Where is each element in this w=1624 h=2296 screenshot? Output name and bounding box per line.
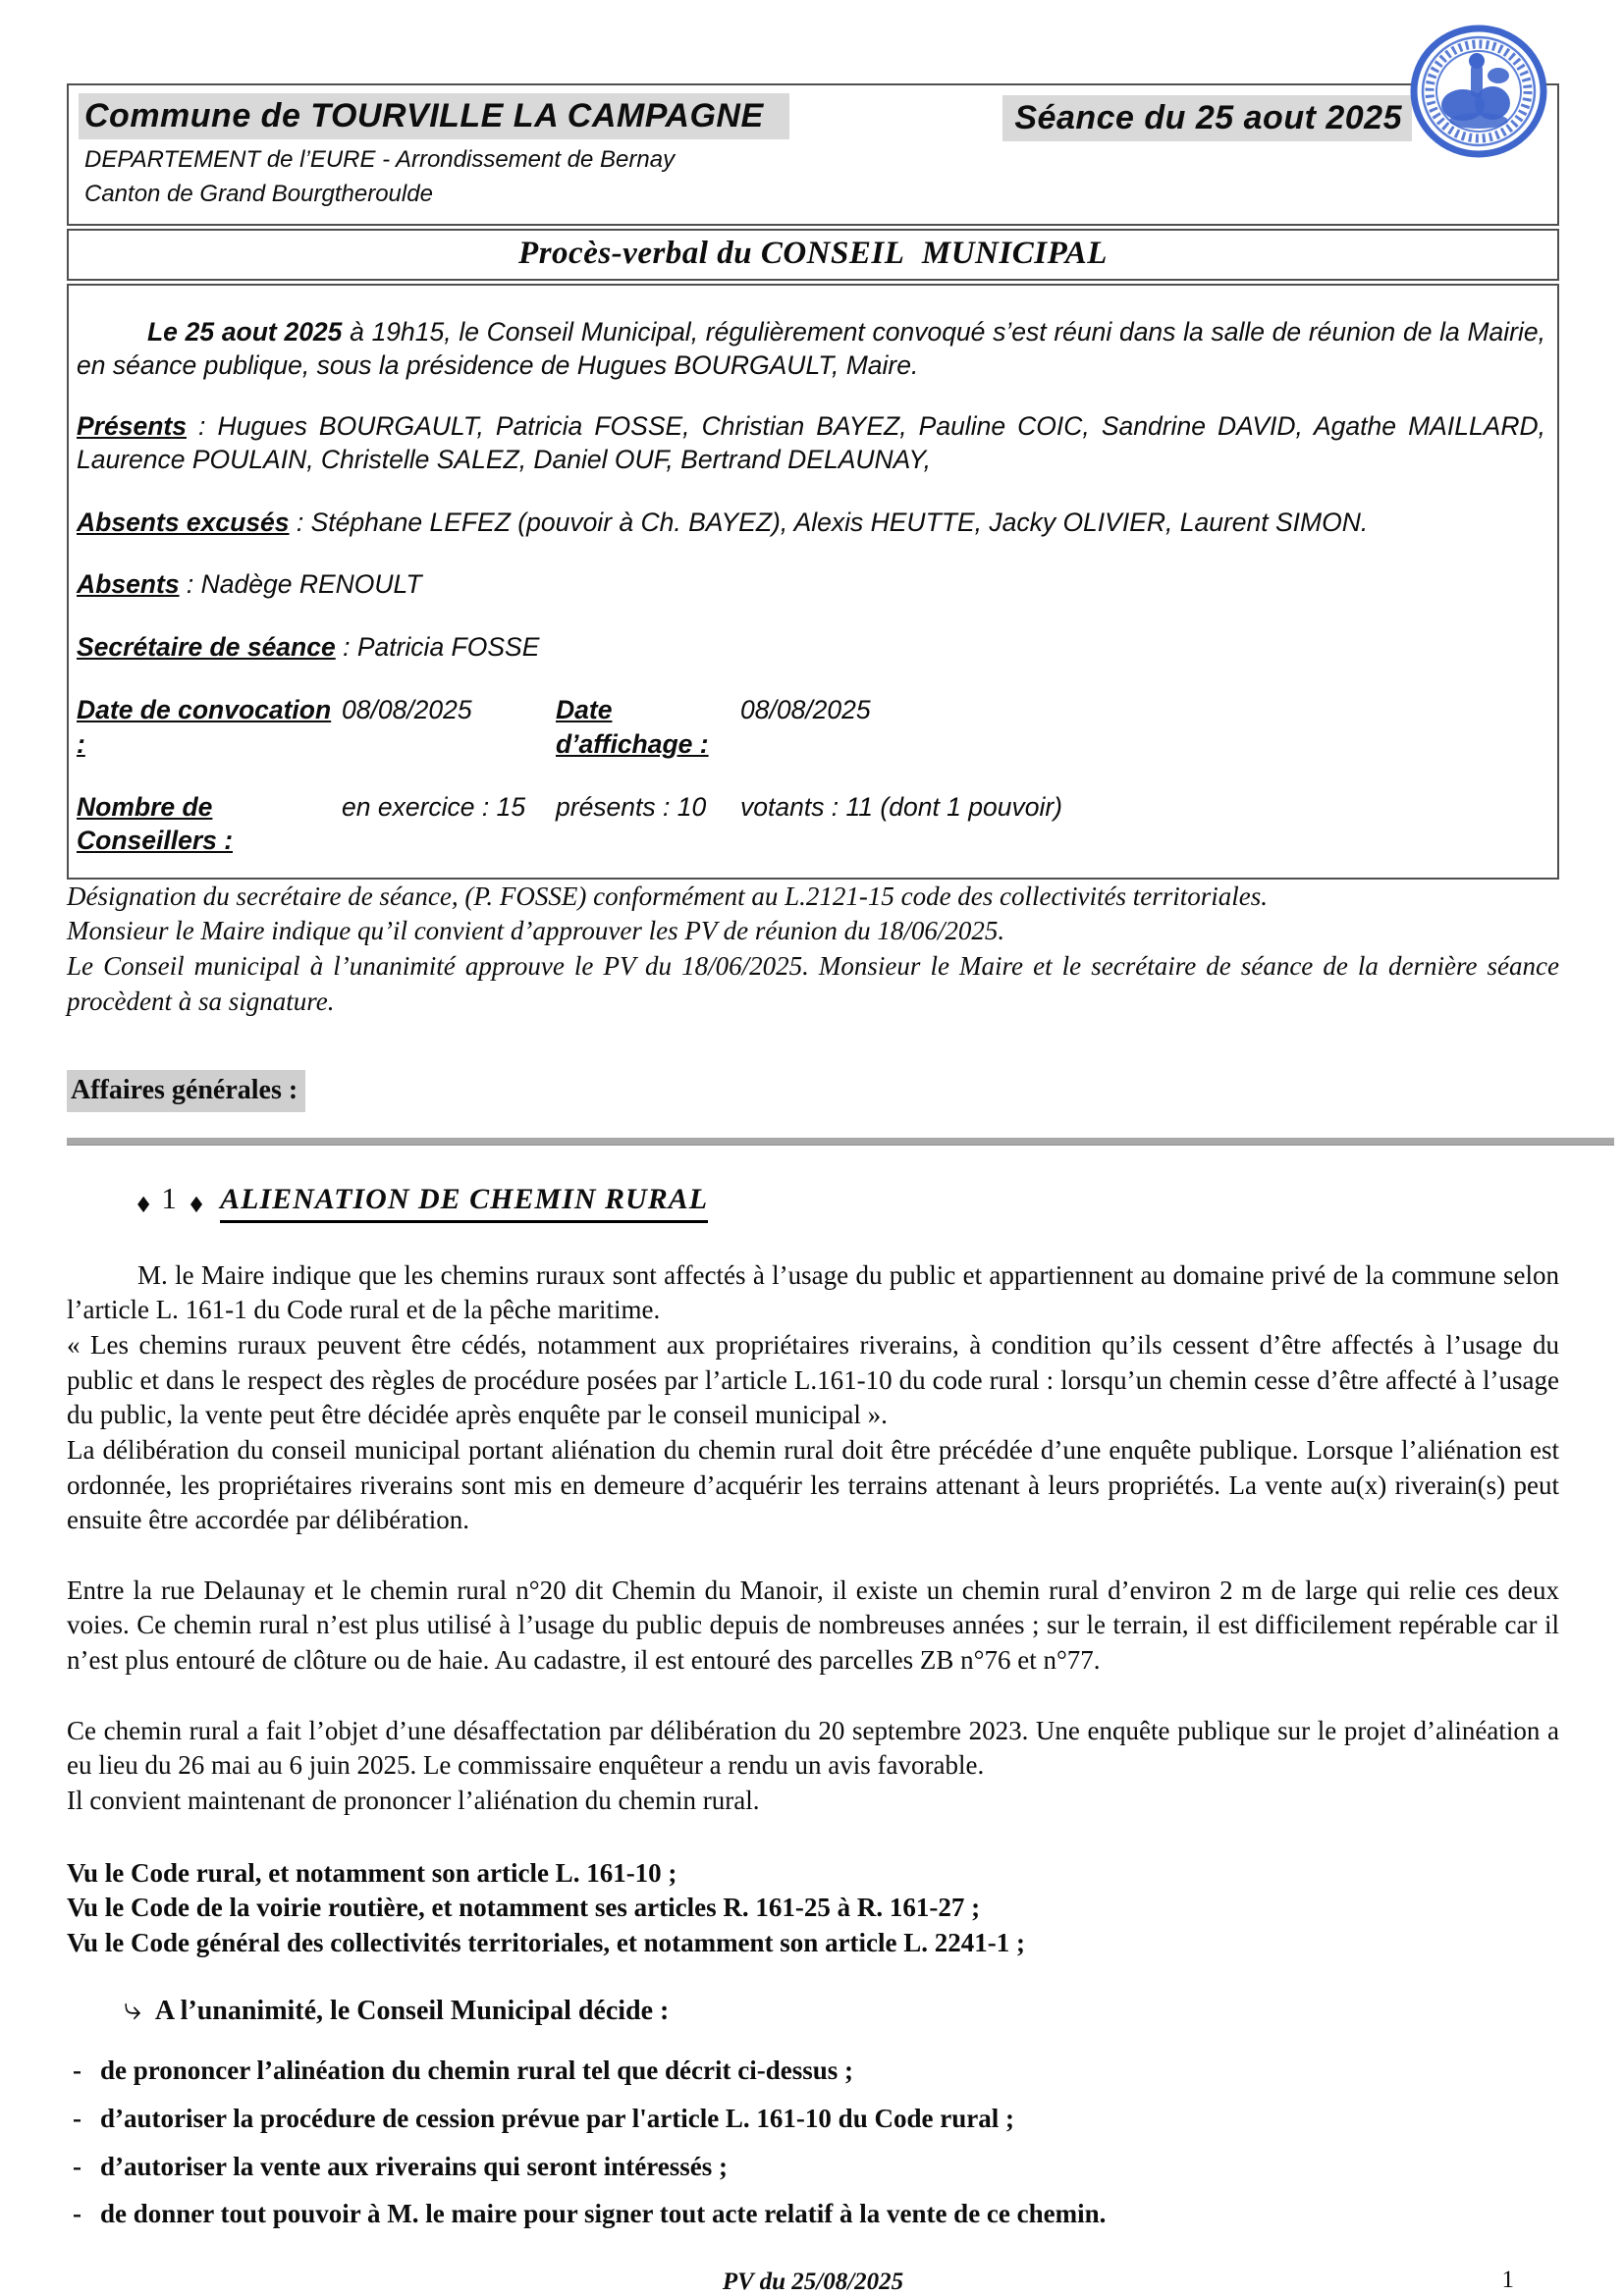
item1-paragraph-6: Il convient maintenant de prononcer l’aliénation du chemin rural.	[67, 1785, 760, 1815]
approbation-paragraph-1: Monsieur le Maire indique qu’il convient d’approuver les PV de réunion du 18/06/2025.	[67, 916, 1005, 946]
item1-paragraph-1: M. le Maire indique que les chemins ruraux sont affectés à l’usage du public et appartiennent au domaine privé de la commune selon l’article L. 161-1 du Code rural et de la pêche maritime.	[67, 1259, 1559, 1325]
presents-count-value: présents : 10	[556, 791, 707, 822]
seance-date: Séance du 25 aout 2025	[1002, 95, 1412, 141]
date-convocation-value: 08/08/2025	[342, 695, 472, 725]
diamond-bullet-icon: ◆	[189, 1193, 203, 1216]
date-convocation-label: Date de convocation :	[77, 695, 332, 759]
item1-title: ALIENATION DE CHEMIN RURAL	[220, 1180, 708, 1223]
decision-intro-line	[124, 1988, 1559, 2030]
section-heading-wrap	[67, 1070, 1559, 1112]
section-divider	[67, 1138, 1614, 1146]
item1-paragraph-4: Entre la rue Delaunay et le chemin rural n°20 dit Chemin du Manoir, il existe un chemin rural d’environ 2 m de large qui relie ces deux voies. Ce chemin rural n’est plus utilisé à l’usage du public depuis de nombreuses années ; sur le terrain, il est difficilement repérable car il n’est plus entouré de clôture ou de haie. Au cadastre, il est entouré des parcelles ZB n°76 et n°77.	[67, 1575, 1559, 1676]
meeting-date: Le 25 aout 2025	[147, 317, 343, 347]
secretaire-name: Patricia FOSSE	[356, 631, 540, 662]
absents-excuses-label: Absents excusés	[77, 507, 290, 537]
dash-bullet: -	[73, 2199, 81, 2229]
vu-line-2: Vu le Code de la voirie routière, et notamment ses articles R. 161-25 à R. 161-27 ;	[67, 1893, 981, 1923]
commune-name: Commune de TOURVILLE LA CAMPAGNE	[79, 93, 789, 139]
secretaire-line	[77, 630, 1545, 664]
date-affichage-label: Date d’affichage :	[556, 695, 709, 759]
decision-intro-text: A l’unanimité, le Conseil Municipal décide :	[154, 1996, 670, 2027]
absents-excuses-line	[77, 506, 1545, 539]
decision-text: d’autoriser la vente aux riverains qui seront intéressés ;	[100, 2151, 728, 2181]
item1-paragraph-2: « Les chemins ruraux peuvent être cédés, notamment aux propriétaires riverains, à condition qu’ils cessent d’être affectés à l’usage du public et dans le respect des règles de procédure posées par l’article L.161-10 du code rural : lorsqu’un chemin cesse d’être affecté à l’usage du public, la vente peut être décidée après enquête par le conseil municipal ».	[67, 1330, 1559, 1430]
item1-title-row	[137, 1179, 1559, 1223]
diamond-bullet-icon: ◆	[137, 1193, 150, 1216]
presents-names: Hugues BOURGAULT, Patricia FOSSE, Christian BAYEZ, Pauline COIC, Sandrine DAVID, Agathe MAILLARD, Laurence POULAIN, Christelle SALEZ, Daniel OUF, Bertrand DELAUNAY,	[77, 410, 1545, 475]
presents-label: Présents	[77, 410, 187, 441]
return-arrow-icon: ⤷	[124, 1991, 141, 2027]
votants-value: votants : 11 (dont 1 pouvoir)	[740, 791, 1063, 822]
dash-bullet: -	[73, 2056, 81, 2086]
departement-line: DEPARTEMENT de l’EURE - Arrondissement de Bernay	[84, 146, 676, 173]
vu-line-1: Vu le Code rural, et notamment son article L. 161-10 ;	[67, 1857, 677, 1888]
item1-paragraph-3: La délibération du conseil municipal portant aliénation du chemin rural doit être précédée d’une enquête publique. Lorsque l’aliénation est ordonnée, les propriétaires riverains sont mis en demeure d’acquérir les terrains attenant à leurs propriétés. La vente au(x) riverain(s) peut ensuite être accordée par délibération.	[67, 1434, 1559, 1535]
decision-list	[67, 2054, 1559, 2232]
decision-text: de donner tout pouvoir à M. le maire pour signer tout acte relatif à la vente de ce chemin.	[100, 2199, 1107, 2229]
vu-line-3: Vu le Code général des collectivités territoriales, et notamment son article L. 2241-1 ;	[67, 1927, 1026, 1957]
document-title: Procès-verbal du CONSEIL MUNICIPAL	[518, 236, 1108, 271]
title-box	[67, 229, 1559, 281]
commune-seal-icon	[1406, 25, 1551, 158]
date-affichage-value: 08/08/2025	[740, 695, 871, 725]
page-number: 1	[1501, 2266, 1514, 2293]
secretaire-sep: :	[335, 631, 357, 662]
secretaire-label: Secrétaire de séance	[77, 631, 336, 662]
decision-list-item	[67, 2102, 1559, 2137]
dash-bullet: -	[73, 2151, 81, 2181]
meeting-intro	[77, 315, 1545, 383]
dash-bullet: -	[73, 2104, 81, 2134]
header-box	[67, 83, 1559, 226]
conseillers-row	[77, 790, 1545, 858]
absents-label: Absents	[77, 569, 180, 600]
absents-names: Nadège RENOULT	[200, 569, 422, 600]
conseillers-label: Nombre de Conseillers :	[77, 791, 234, 856]
absents-sep: :	[179, 569, 201, 600]
meeting-info-box	[67, 284, 1559, 880]
page-footer	[67, 2266, 1559, 2296]
presents-sep: :	[186, 410, 218, 441]
absents-excuses-names: Stéphane LEFEZ (pouvoir à Ch. BAYEZ), Alexis HEUTTE, Jacky OLIVIER, Laurent SIMON.	[310, 507, 1369, 537]
decision-text: d’autoriser la procédure de cession prévue par l'article L. 161-10 du Code rural ;	[100, 2104, 1014, 2134]
item1-number: 1	[161, 1181, 177, 1216]
dates-row	[77, 693, 1545, 761]
decision-text: de prononcer l’alinéation du chemin rural tel que décrit ci-dessus ;	[100, 2056, 853, 2086]
designation-paragraph: Désignation du secrétaire de séance, (P. FOSSE) conformément au L.2121-15 code des collectivités territoriales.	[67, 881, 1268, 911]
meeting-intro-rest: à 19h15, le Conseil Municipal, régulièrement convoqué s’est réuni dans la salle de réunion de la Mairie, en séance publique, sous la présidence de Hugues BOURGAULT, Maire.	[77, 317, 1545, 381]
absents-line	[77, 567, 1545, 601]
absents-excuses-sep: :	[289, 507, 311, 537]
canton-line: Canton de Grand Bourgtheroulde	[84, 181, 433, 207]
section-heading: Affaires générales :	[67, 1070, 305, 1112]
decision-list-item	[67, 2054, 1559, 2089]
approbation-paragraph-2: Le Conseil municipal à l’unanimité approuve le PV du 18/06/2025. Monsieur le Maire et le secrétaire de séance de la dernière séance procèdent à sa signature.	[67, 951, 1559, 1016]
decision-list-item	[67, 2150, 1559, 2185]
en-exercice-value: en exercice : 15	[342, 791, 526, 822]
item1-paragraph-5: Ce chemin rural a fait l’objet d’une désaffectation par délibération du 20 septembre 2023. Une enquête publique sur le projet d’alinéation a eu lieu du 26 mai au 6 juin 2025. Le commissaire enquêteur a rendu un avis favorable.	[67, 1715, 1559, 1781]
footer-pv-label: PV du 25/08/2025	[722, 2268, 904, 2295]
decision-list-item	[67, 2197, 1559, 2232]
presents-line	[77, 409, 1545, 477]
document-body	[67, 880, 1559, 2296]
